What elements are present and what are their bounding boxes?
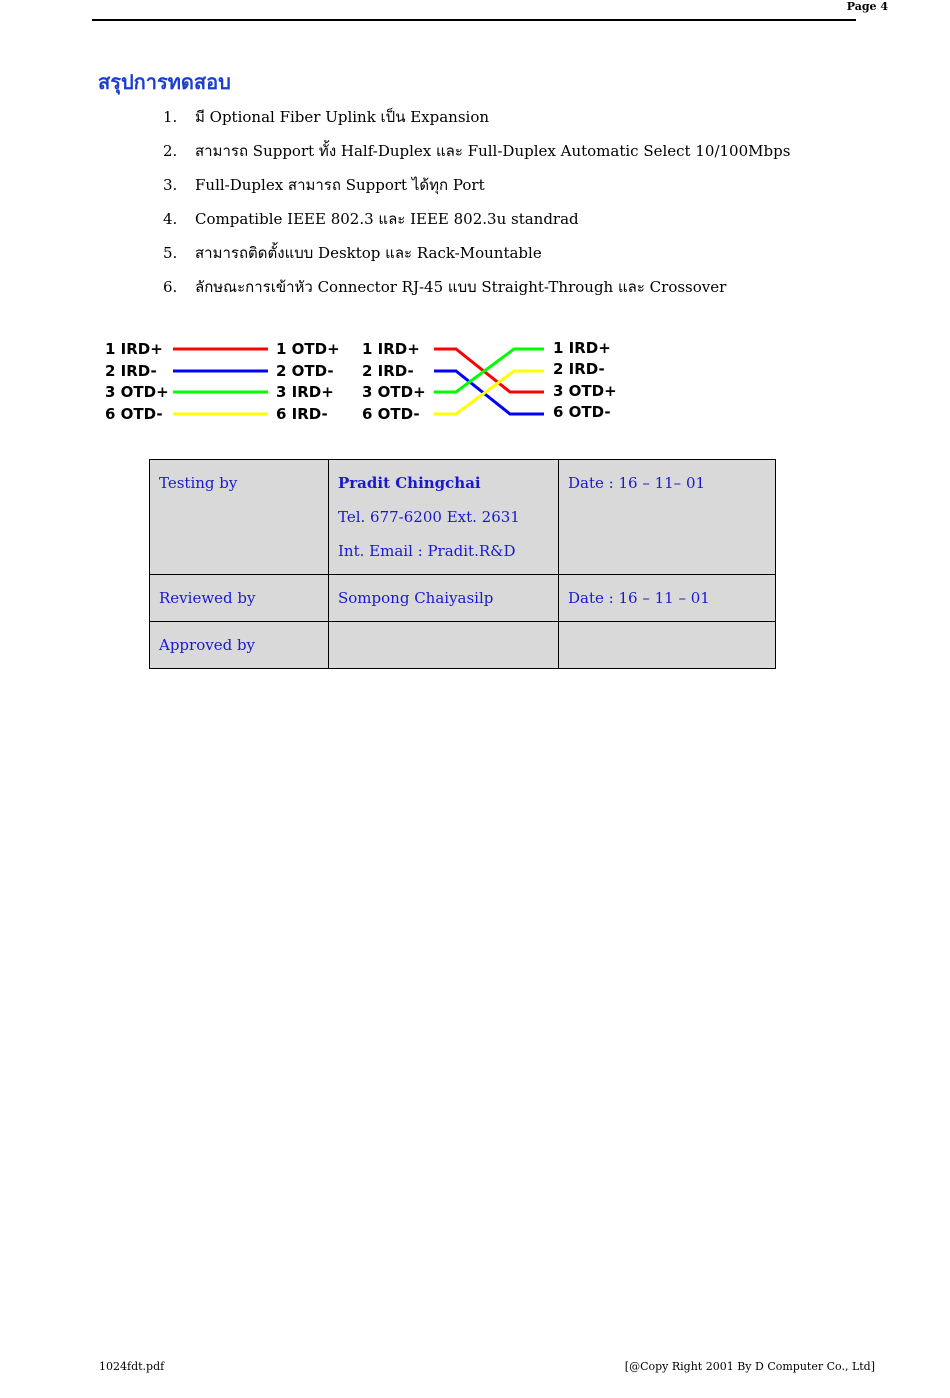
item-text: Compatible IEEE 802.3 และ IEEE 802.3u standrad [195,210,579,228]
footer-copyright: [@Copy Right 2001 By D Computer Co., Ltd] [624,1360,875,1373]
approved-label: Approved by [150,622,329,669]
reviewed-label: Reviewed by [150,575,329,622]
section-heading: สรุปการทดสอบ [98,70,231,94]
tester-name: Pradit Chingchai [338,474,481,492]
table-row [150,460,776,575]
cross-right-pin-3: 3 OTD+ [553,382,617,400]
item-number: 3. [163,176,178,194]
tester-tel: Tel. 677-6200 Ext. 2631 [338,508,520,526]
reviewed-date: Date : 16 – 11 – 01 [559,575,776,622]
straight-left-pin-3: 3 OTD+ [105,383,169,401]
item-number: 2. [163,142,178,160]
item-number: 1. [163,108,178,126]
list-item [163,139,790,173]
item-text: มี Optional Fiber Uplink เป็น Expansion [195,108,490,126]
reviewer-name: Sompong Chaiyasilp [329,575,559,622]
list-item [163,207,790,241]
approver-name [329,622,559,669]
list-item [163,173,790,207]
testing-date: Date : 16 – 11– 01 [559,460,776,575]
item-number: 5. [163,244,178,262]
testing-label: Testing by [150,460,329,575]
straight-right-pin-3: 3 IRD+ [276,383,334,401]
signoff-table [149,459,776,669]
straight-left-pin-6: 6 OTD- [105,405,163,423]
footer-filename: 1024fdt.pdf [99,1360,165,1373]
straight-right-pin-6: 6 IRD- [276,405,328,423]
list-item [163,241,790,275]
item-text: สามารถติดตั้งแบบ Desktop และ Rack-Mountable [195,244,542,262]
cross-left-pin-3: 3 OTD+ [362,383,426,401]
item-text: Full-Duplex สามารถ Support ได้ทุก Port [195,176,485,194]
cross-right-pin-6: 6 OTD- [553,403,611,421]
cross-left-pin-2: 2 IRD- [362,362,414,380]
approved-date [559,622,776,669]
page-number: Page 4 [846,0,888,13]
cross-right-pin-2: 2 IRD- [553,360,605,378]
item-text: ลักษณะการเข้าหัว Connector RJ-45 แบบ Straight-Through และ Crossover [195,278,727,296]
cross-right-pin-1: 1 IRD+ [553,339,611,357]
tester-email: Int. Email : Pradit.R&D [338,542,516,560]
table-row [150,622,776,669]
test-summary-list [163,105,790,309]
item-number: 6. [163,278,178,296]
cross-left-pin-6: 6 OTD- [362,405,420,423]
rj45-wiring-diagram [100,334,630,426]
tester-cell [329,460,559,575]
item-text: สามารถ Support ทั้ง Half-Duplex และ Full-Duplex Automatic Select 10/100Mbps [195,142,791,160]
cross-left-pin-1: 1 IRD+ [362,340,420,358]
table-row [150,575,776,622]
item-number: 4. [163,210,178,228]
list-item [163,275,790,309]
straight-left-pin-2: 2 IRD- [105,362,157,380]
straight-right-pin-2: 2 OTD- [276,362,334,380]
list-item [163,105,790,139]
straight-left-pin-1: 1 IRD+ [105,340,163,358]
straight-right-pin-1: 1 OTD+ [276,340,340,358]
header-rule [92,19,856,21]
